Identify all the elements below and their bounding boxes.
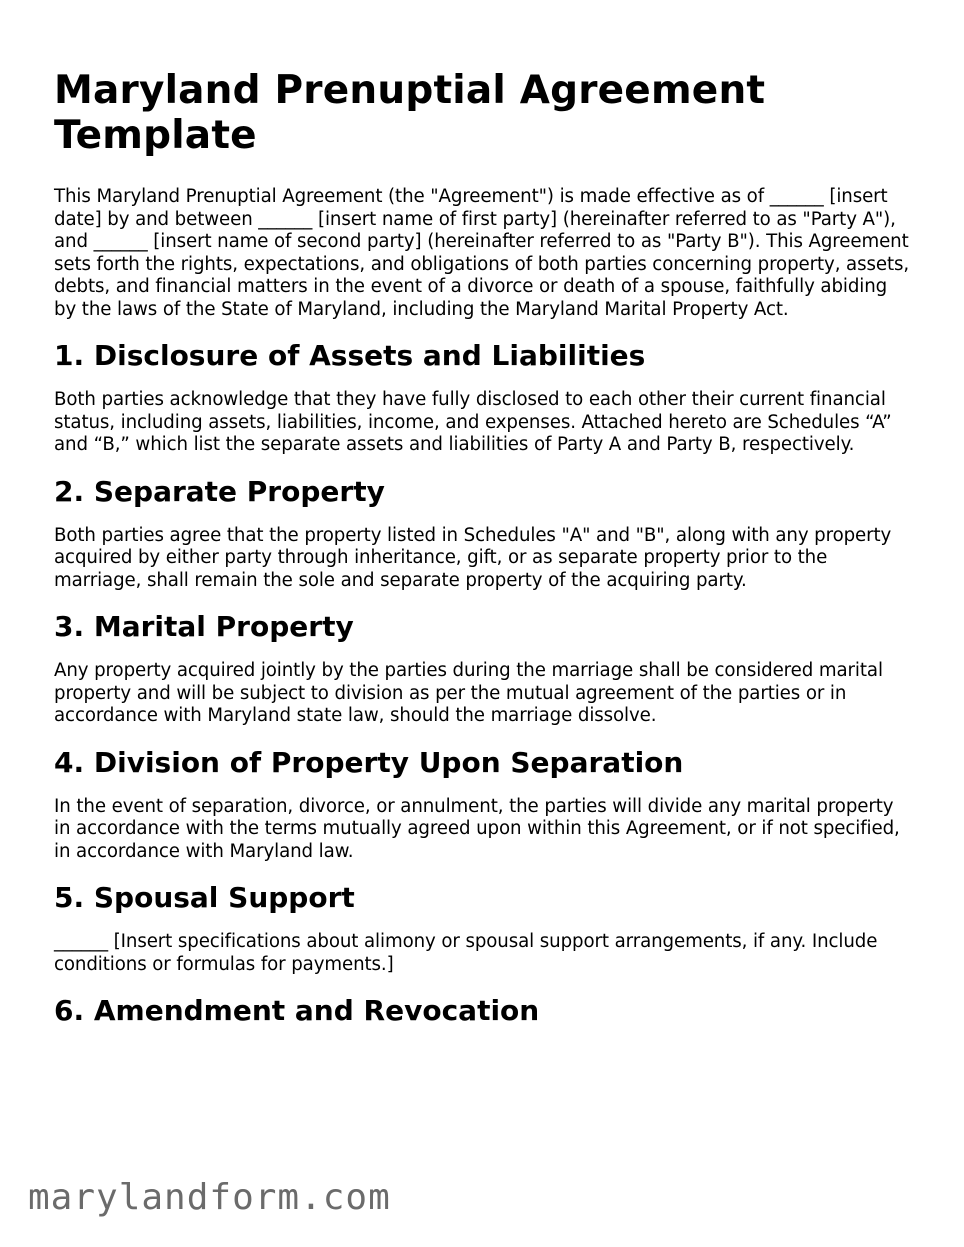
- section-body: Both parties agree that the property listed in Schedules "A" and "B", along with any property acquired by either party through inheritance, gift, or as separate property prior to the marriage, shall remain the sole and separate property of the acquiring party.: [54, 524, 892, 591]
- section-body: Any property acquired jointly by the parties during the marriage shall be considered marital property and will be subject to division as per the mutual agreement of the parties or in accordance with Maryland state law, should the marriage dissolve.: [54, 660, 883, 726]
- section-spousal-support: [54, 881, 914, 976]
- section-marital-property: [54, 610, 914, 728]
- section-heading: 4. Division of Property Upon Separation: [54, 745, 684, 779]
- section-heading: 3. Marital Property: [54, 610, 354, 643]
- section-body: Both parties acknowledge that they have fully disclosed to each other their current financial status, including assets, liabilities, income, and expenses. Attached hereto are Schedules “A” and “B,” which list the separate assets and liabilities of Party A and Party B, respectively.: [54, 389, 892, 455]
- section-heading: 2. Separate Property: [54, 474, 385, 508]
- page-title: Maryland Prenuptial Agreement Template: [54, 68, 766, 158]
- section-heading: 5. Spousal Support: [54, 881, 355, 914]
- section-separate-property: [54, 475, 914, 593]
- intro-paragraph: This Maryland Prenuptial Agreement (the "Agreement") is made effective as of ______ [insert date] by and between ______ [insert name of first party] (hereinafter referred to as "Party A"), and ______ [insert name of second party] (hereinafter referred to as "Party B"). This Agreement sets forth the rights, expectations, and obligations of both parties concerning property, assets, debts, and financial matters in the event of a divorce or death of a spouse, faithfully abiding by the laws of the State of Maryland, including the Maryland Marital Property Act.: [54, 186, 910, 320]
- section-heading: 6. Amendment and Revocation: [54, 994, 540, 1027]
- section-amendment-revocation: [54, 994, 914, 1028]
- section-disclosure: [54, 339, 914, 457]
- section-body: In the event of separation, divorce, or annulment, the parties will divide any marital property in accordance with the terms mutually agreed upon within this Agreement, or if not specified, in accordance with Maryland law.: [54, 795, 900, 862]
- section-heading: 1. Disclosure of Assets and Liabilities: [54, 339, 646, 372]
- site-watermark: marylandform.com: [28, 1177, 391, 1218]
- section-division-of-property: [54, 746, 914, 864]
- document-page: [54, 68, 914, 1044]
- section-body: ______ [Insert specifications about alimony or spousal support arrangements, if any. Include conditions or formulas for payments.]: [54, 931, 878, 975]
